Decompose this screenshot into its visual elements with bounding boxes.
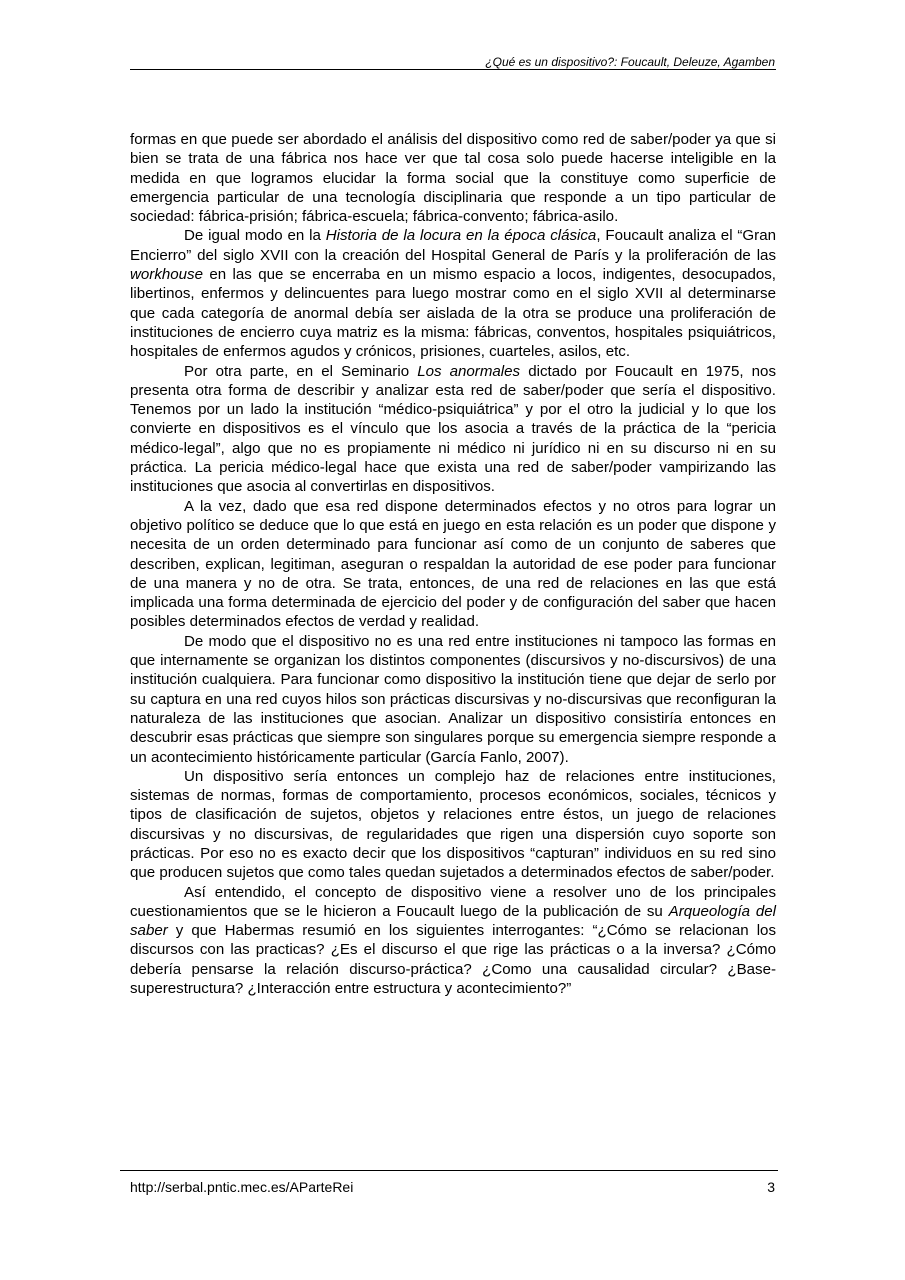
page-number: 3 [767, 1179, 775, 1195]
footer-url-link[interactable]: http://serbal.pntic.mec.es/AParteRei [130, 1179, 354, 1195]
text-run: , Foucault analiza el “Gran Encierro” del siglo XVII con la creación del Hospital General de París y la proliferación de las [130, 227, 776, 264]
text-run: y que Habermas resumió en los siguientes interrogantes: “¿Cómo se relacionan los discursos con las practicas? ¿Es el discurso el que rige las prácticas o a la inversa? ¿Cómo debería pensarse la relación discurso-práctica? ¿Como una causalidad circular? ¿Base-superestructura? ¿Interacción entre estructura y acontecimiento?” [130, 922, 776, 998]
paragraph [130, 130, 776, 226]
paragraph [130, 767, 776, 883]
text-run: Por otra parte, en el Seminario [184, 362, 418, 380]
text-run: formas en que puede ser abordado el análisis del dispositivo como red de saber/poder ya que si bien se trata de una fábrica nos hace ver que tal cosa solo puede hacerse inteligible en la medida en que logramos elucidar la forma social que la constituye como superficie de emergencia particular de una tecnología disciplinaria que responde a un tipo particular de sociedad: fábrica-prisión; fábrica-escuela; fábrica-convento; fábrica-asilo. [130, 131, 776, 226]
paragraph [130, 883, 776, 999]
body-text [130, 130, 776, 998]
footer-divider [120, 1170, 778, 1171]
paragraph [130, 497, 776, 632]
text-run: De igual modo en la [184, 227, 326, 245]
header-divider [130, 69, 776, 70]
italic-title: Los anormales [417, 362, 521, 380]
paragraph [130, 362, 776, 497]
italic-title: workhouse [130, 266, 203, 284]
text-run: A la vez, dado que esa red dispone determinados efectos y no otros para lograr un objetivo político se deduce que lo que está en juego en esta relación es un poder que dispone y necesita de un orden determinado para funcionar así como de un conjunto de saberes que describen, explican, legitiman, aseguran o respaldan la autoridad de ese poder para funcionar de una manera y no de otra. Se trata, entonces, de una red de relaciones en las que está implicada una forma determinada de ejercicio del poder y de configuración del saber que hacen posibles determinados efectos de verdad y realidad. [130, 497, 776, 631]
paragraph [130, 226, 776, 361]
paragraph [130, 632, 776, 767]
text-run: en las que se encerraba en un mismo espacio a locos, indigentes, desocupados, libertinos, enfermos y delincuentes para luego mostrar como en el siglo XVII al determinarse que cada categoría de anormal debía ser aislada de la otra se produce una proliferación de instituciones de encierro cuya matriz es la misma: fábricas, conventos, hospitales psiquiátricos, hospitales de enfermos agudos y crónicos, prisiones, cuarteles, asilos, etc. [130, 266, 776, 361]
text-run: Un dispositivo sería entonces un complejo haz de relaciones entre instituciones, sistemas de normas, formas de comportamiento, procesos económicos, sociales, técnicos y tipos de clasificación de sujetos, objetos y relaciones entre éstos, un juego de relaciones discursivas y no discursivas, de regularidades que rigen una dispersión cuyo soporte son prácticas. Por eso no es exacto decir que los dispositivos “capturan” individuos en su red sino que producen sujetos que como tales quedan sujetados a determinados efectos de saber/poder. [130, 767, 776, 882]
italic-title: Historia de la locura en la época clásica [325, 227, 597, 245]
running-header: ¿Qué es un dispositivo?: Foucault, Deleuze, Agamben [485, 55, 775, 69]
text-run: dictado por Foucault en 1975, nos presenta otra forma de describir y analizar esta red de saber/poder que sería el dispositivo. Tenemos por un lado la institución “médico-psiquiátrica” y por el otro la judicial y lo que los convierte en dispositivos es el vínculo que los asocia a través de la práctica de la “pericia médico-legal”, algo que no es propiamente ni médico ni jurídico ni en su discurso ni en su práctica. La pericia médico-legal hace que exista una red de saber/poder vampirizando las instituciones que asocia al convertirlas en dispositivos. [130, 362, 776, 496]
text-run: De modo que el dispositivo no es una red entre instituciones ni tampoco las formas en que internamente se organizan los distintos componentes (discursivos y no-discursivos) de una institución cualquiera. Para funcionar como dispositivo la institución tiene que dejar de serlo por su captura en una red cuyos hilos son prácticas discursivas y no-discursivas que reconfiguran la naturaleza de las instituciones que asocian. Analizar un dispositivo consistiría entonces en descubrir esas prácticas que siempre son singulares porque su emergencia siempre responde a un acontecimiento históricamente particular (García Fanlo, 2007). [130, 632, 776, 766]
italic-title: Arqueología del saber [130, 902, 776, 940]
text-run: Así entendido, el concepto de dispositivo viene a resolver uno de los principales cuestionamientos que se le hicieron a Foucault luego de la publicación de su [130, 883, 776, 920]
